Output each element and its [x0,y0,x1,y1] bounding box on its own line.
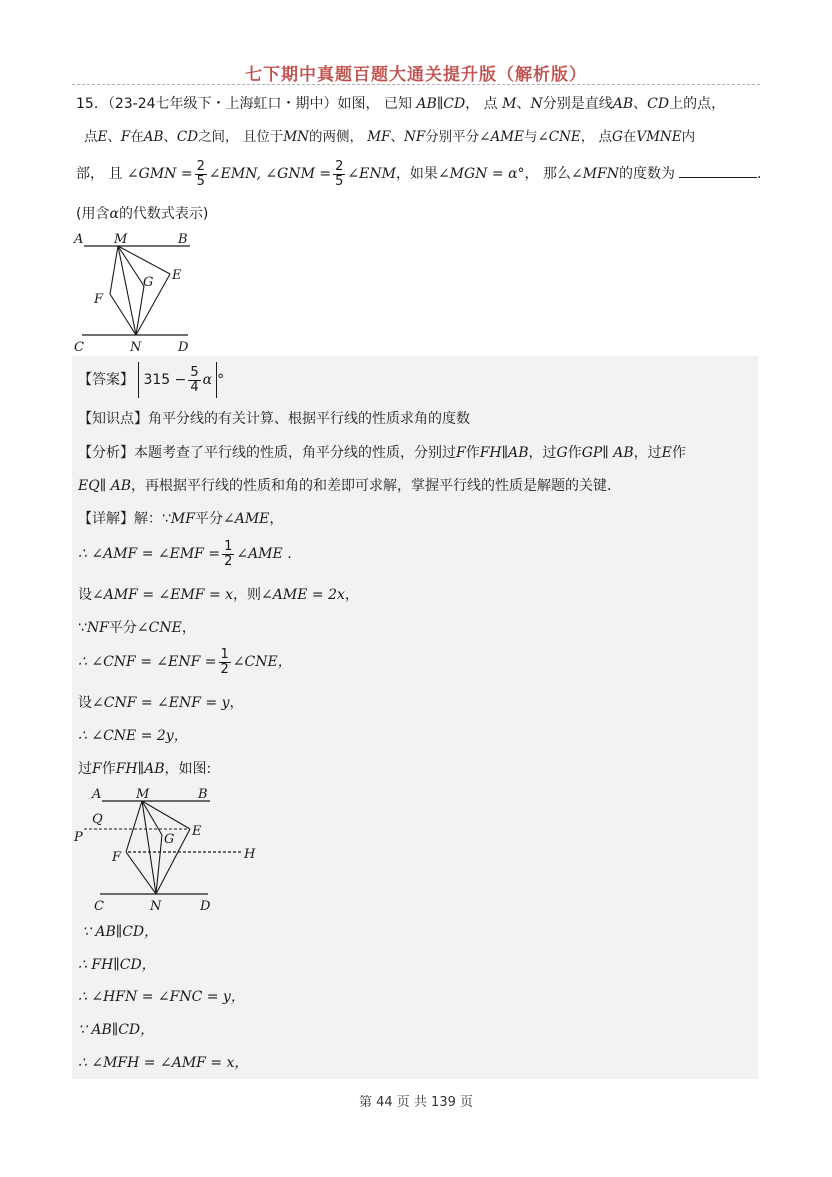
question-line-3 [76,158,761,190]
math: EQ∥ AB [78,478,132,494]
knowledge-line [78,410,470,428]
label-d: D [178,340,189,355]
label-c: C [74,340,84,355]
text: 的代数式表示) [118,206,209,222]
math: ∴ ∠CNF = ∠ENF = [78,654,217,670]
solution-box [72,356,758,1079]
label-m: M [114,232,128,247]
text: 过 [78,761,92,777]
label-g: G [143,275,154,290]
math: CD [647,96,670,112]
text: 本题考查了平行线的性质，角平分线的性质，分别过 [134,445,456,461]
header-divider [72,84,760,85]
math: ∠EMN, ∠GNM = [208,166,332,182]
text: 作 [101,761,116,777]
math: F [120,129,131,145]
text: 分别平分 [425,129,480,145]
label-b: B [178,232,188,247]
label-b: B [198,787,208,802]
text: 如图， 已知 [337,96,412,112]
page-footer: 第 44 页 共 139 页 [358,1095,474,1110]
text: 、 [107,129,121,145]
page-header-title: 七下期中真题百题大通关提升版（解析版） [245,65,587,85]
text: ，过 [633,445,662,461]
text: 之间， 且位于 [198,129,284,145]
text: 上的点， [669,96,726,112]
text: ，再根据平行线的性质和角的和差即可求解，掌握平行线的性质是解题的关键． [131,478,622,494]
geometry-figure-1 [70,228,200,356]
math: ∠CNE [537,129,581,145]
math: ∠CNE， [232,654,292,670]
detail-line-2 [78,538,292,570]
text: 部， 且 [76,166,123,182]
knowledge-text: 角平分线的有关计算、根据平行线的性质求角的度数 [148,411,470,427]
math: ∴ ∠AMF = ∠EMF = [78,546,221,562]
text: ， 点 [580,129,613,145]
text: ，过 [528,445,557,461]
math: ∠GMN = [126,166,193,182]
math: G [612,129,623,145]
math: F [456,445,466,461]
text: . [757,166,762,182]
text: 与 [523,129,538,145]
answer-label: 【答案】 [78,372,134,388]
math: MN [283,129,309,145]
text: 设 [78,587,92,603]
text: 平分 [194,511,223,527]
math: F [92,761,102,777]
label-m: M [136,787,150,802]
label-g: G [164,832,175,847]
segment-mf [126,801,142,852]
detail-line-4 [78,619,196,637]
math: ∠MGN = α° [437,166,525,182]
denominator: 2 [224,553,233,569]
label-p: P [74,830,83,845]
text: 在 [622,129,637,145]
question-line-1 [76,95,725,113]
fraction [222,540,234,569]
math: ∠AMF = ∠EMF = x [92,587,234,603]
denominator: 5 [196,173,205,189]
detail-line-9: ∵ AB∥CD， [82,924,159,940]
math: ∠AME . [236,546,292,562]
math: G [556,445,568,461]
text: 解：∵ [134,511,171,527]
math: ∠MFN [570,166,620,182]
text: 作 [671,445,686,461]
text: 315 − [143,372,187,388]
math: E [661,445,672,461]
math: AB [612,96,634,112]
label-h: H [244,847,256,862]
math: MF [170,511,195,527]
fraction [195,160,207,189]
text: ， [181,620,196,636]
detail-label: 【详解】 [78,511,134,527]
question-line-2 [84,128,695,146]
denominator: 5 [335,173,344,189]
label-q: Q [92,812,103,827]
math: MF [367,129,391,145]
label-d: D [200,899,211,914]
label-c: C [94,899,104,914]
question-line-4 [76,205,208,223]
fraction [333,160,345,189]
math: α [202,372,213,388]
label-f: F [112,850,122,865]
math: M [502,96,517,112]
text: ，则 [233,587,262,603]
analysis-line-1 [78,444,686,462]
math: ∠CNF = ∠ENF = y [92,695,230,711]
label-f: F [94,292,104,307]
text: ， 那么 [524,166,571,182]
segment-mf [110,246,118,294]
math: NF [404,129,426,145]
math: ∠ENM [347,166,396,182]
text: 、 [163,129,177,145]
fraction [219,648,231,677]
math: ∠CNE [136,620,182,636]
question-source: （23-24七年级下・上海虹口・期中） [107,96,338,112]
math: FH∥AB [479,445,529,461]
detail-line-5 [78,646,292,678]
label-a: A [92,787,102,802]
detail-line-11: ∴ ∠HFN = ∠FNC = y， [78,989,245,1005]
math: ∠AME [222,511,270,527]
text: 平分 [108,620,137,636]
text: 在 [130,129,144,145]
text: ， [344,587,359,603]
text: 、 [633,96,648,112]
text: ° [217,372,225,388]
denominator: 4 [190,379,199,395]
text: 点 [84,129,98,145]
math: CD [176,129,199,145]
segment-me [142,801,190,829]
answer-blank [679,165,757,178]
label-n: N [150,899,162,914]
segment-fn [126,852,156,894]
analysis-label: 【分析】 [78,445,134,461]
math: N [530,96,543,112]
math: GP∥ AB [581,445,634,461]
text: ， [269,511,284,527]
text: ∵ [78,620,87,636]
detail-line-13: ∴ ∠MFH = ∠AMF = x， [78,1055,249,1071]
denominator: 2 [220,661,229,677]
text: 作 [465,445,480,461]
label-e: E [192,824,202,839]
detail-line-6 [78,694,244,712]
text: ， 点 [465,96,498,112]
text: 的两侧， [309,129,363,145]
knowledge-label: 【知识点】 [78,411,148,427]
detail-line-10: ∴ FH∥CD， [78,957,156,973]
text: 、 [516,96,531,112]
text: ，如果 [395,166,438,182]
answer-expression [138,362,217,398]
analysis-line-2 [78,477,621,495]
numerator: 2 [196,158,205,174]
detail-line-1 [78,510,283,528]
segment-mn [142,801,156,894]
geometry-figure-2 [70,783,270,915]
math: E [97,129,108,145]
label-a: A [74,232,84,247]
math: AB∥CD [416,96,466,112]
text: ，如图: [164,761,212,777]
text: 作 [567,445,582,461]
fraction [188,366,200,395]
question-number: 15． [76,96,108,112]
label-e: E [172,268,182,283]
numerator: 2 [335,158,344,174]
numerator: 1 [220,646,229,662]
text: ， [229,695,244,711]
math: VMNE [636,129,682,145]
segment-me [118,246,170,274]
math: FH∥AB [115,761,165,777]
text: 的度数为 [619,166,676,182]
text: (用含 [76,206,110,222]
numerator: 5 [190,364,199,380]
text: 、 [390,129,404,145]
text: 分别是直线 [542,96,613,112]
text: 内 [681,129,696,145]
detail-line-12: ∵ AB∥CD， [78,1022,155,1038]
answer-line [78,362,224,398]
detail-line-3 [78,586,359,604]
numerator: 1 [224,538,233,554]
text: 设 [78,695,92,711]
math: α [109,206,119,222]
detail-line-7: ∴ ∠CNE = 2y， [78,728,188,744]
math: ∠AME [479,129,524,145]
math: AB [143,129,164,145]
label-n: N [130,340,142,355]
math: NF [86,620,109,636]
math: ∠AME = 2x [261,587,345,603]
detail-line-8 [78,760,211,778]
